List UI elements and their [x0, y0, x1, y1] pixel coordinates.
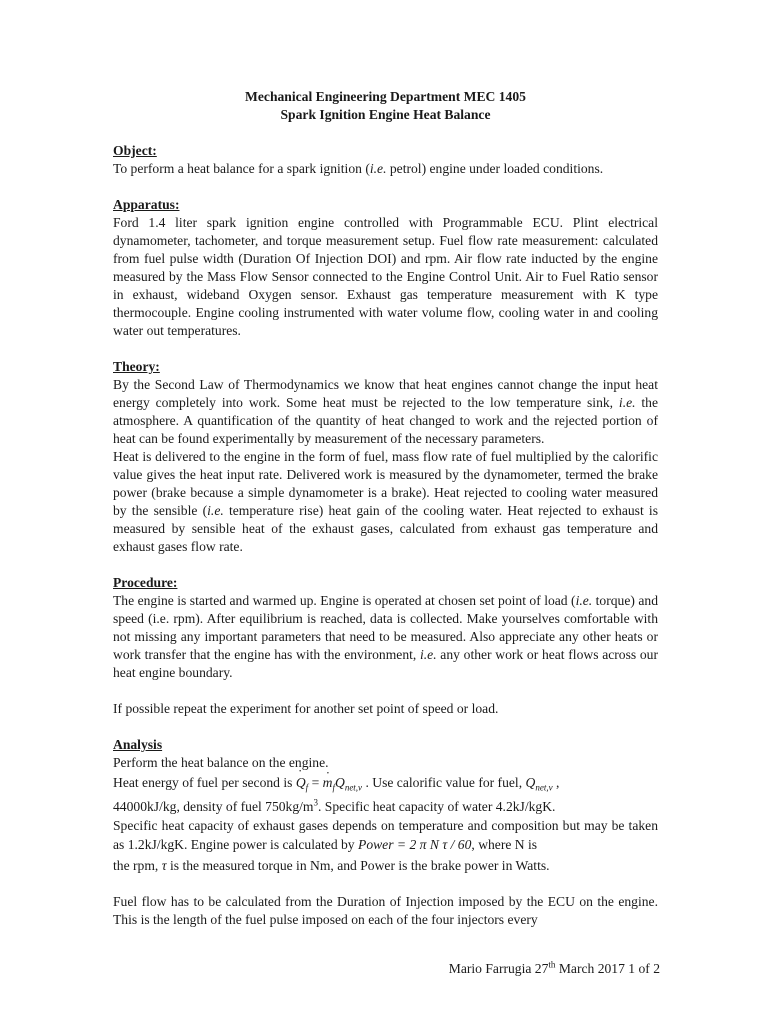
power-formula: Power = 2 π N τ / 60 — [358, 837, 472, 852]
analysis-fuel-energy-line: Heat energy of fuel per second is ˙ $Q_f$ = ˙ $m_fQ_{net,v}$ . Use calorific value for fuel, $Q_{net,v}$ , — [113, 772, 658, 794]
apparatus-heading: Apparatus: — [113, 197, 180, 212]
page-footer: Mario Farrugia 27th March 2017 1 of 2 — [448, 959, 660, 976]
analysis-power-line: Specific heat capacity of exhaust gases depends on temperature and composition but may be taken as 1.2kJ/kgK. Engine power is calculated by Power = 2 π N τ / 60, where N is — [113, 818, 658, 852]
analysis-fuel-flow-paragraph: Fuel flow has to be calculated from the Duration of Injection imposed by the ECU on the engine. This is the length of the fuel pulse imposed on each of the four injectors every — [113, 894, 658, 927]
object-text: To perform a heat balance for a spark ignition (i.e. petrol) engine under loaded conditions. — [113, 161, 604, 176]
calorific-value-symbol: $Q_{net,v}$ — [334, 775, 363, 793]
procedure-paragraph-2: If possible repeat the experiment for another set point of speed or load. — [113, 701, 499, 716]
theory-paragraph-2: Heat is delivered to the engine in the form of fuel, mass flow rate of fuel multiplied by the calorific value gives the heat input rate. Delivered work is measured by the dynamometer, termed the brake power (brake because a simple dynamometer is a brake). Heat rejected to cooling water measured by the sensible (i.e. temperature rise) heat gain of the cooling water. Heat rejected to exhaust is measured by sensible heat of the exhaust gases, calculated from exhaust gas temperature and exhaust gases flow rate. — [113, 449, 658, 554]
document-title: Spark Ignition Engine Heat Balance — [280, 107, 491, 122]
fuel-mass-flow-symbol: ˙ $m_f$ — [323, 775, 335, 790]
procedure-paragraph-1: The engine is started and warmed up. Engine is operated at chosen set point of load (i.e. torque) and speed (i.e. rpm). After equilibrium is reached, data is collected. Make yourselves comfortable with not missing any important parameters that need to be measured. Also appreciate any other heats or work transfer that the engine has with the environment, i.e. any other work or heat flows across our heat engine boundary. — [113, 593, 658, 680]
analysis-line-1: Perform the heat balance on the engine. — [113, 755, 329, 770]
analysis-heading: Analysis — [113, 737, 163, 752]
theory-paragraph-1: By the Second Law of Thermodynamics we know that heat engines cannot change the input heat energy completely into work. Some heat must be rejected to the low temperature sink, i.e. the atmosphere. A quantification of the quantity of heat changed to work and the rejected portion of heat can be found experimentally by measurement of the necessary parameters. — [113, 377, 658, 446]
department-title: Mechanical Engineering Department MEC 1405 — [245, 89, 526, 104]
procedure-heading: Procedure: — [113, 575, 178, 590]
object-heading: Object: — [113, 143, 157, 158]
torque-symbol: τ — [161, 858, 167, 873]
document-page — [113, 88, 658, 929]
theory-heading: Theory: — [113, 359, 160, 374]
calorific-value-symbol-2: $Q_{net,v}$ — [525, 775, 553, 793]
apparatus-text: Ford 1.4 liter spark ignition engine controlled with Programmable ECU. Plint electrical dynamometer, tachometer, and torque measurement setup. Fuel flow rate measurement: calculated from fuel pulse width (Duration Of Injection DOI) and rpm. Air flow rate inducted by the engine measured by the Mass Flow Sensor connected to the Engine Control Unit. Air to Fuel Ratio sensor in exhaust, wideband Oxygen sensor. Exhaust gas temperature measurement with K type thermocouple. Engine cooling instrumented with water volume flow, cooling water in and cooling water out temperatures. — [113, 215, 658, 338]
analysis-torque-line: the rpm, τ is the measured torque in Nm, and Power is the brake power in Watts. — [113, 858, 550, 873]
fuel-heat-rate-symbol: ˙ $Q_f$ — [296, 775, 308, 790]
analysis-constants-line: 44000kJ/kg, density of fuel $750kg/m^3$. Specific heat capacity of water 4.2kJ/kgK. — [113, 797, 556, 814]
